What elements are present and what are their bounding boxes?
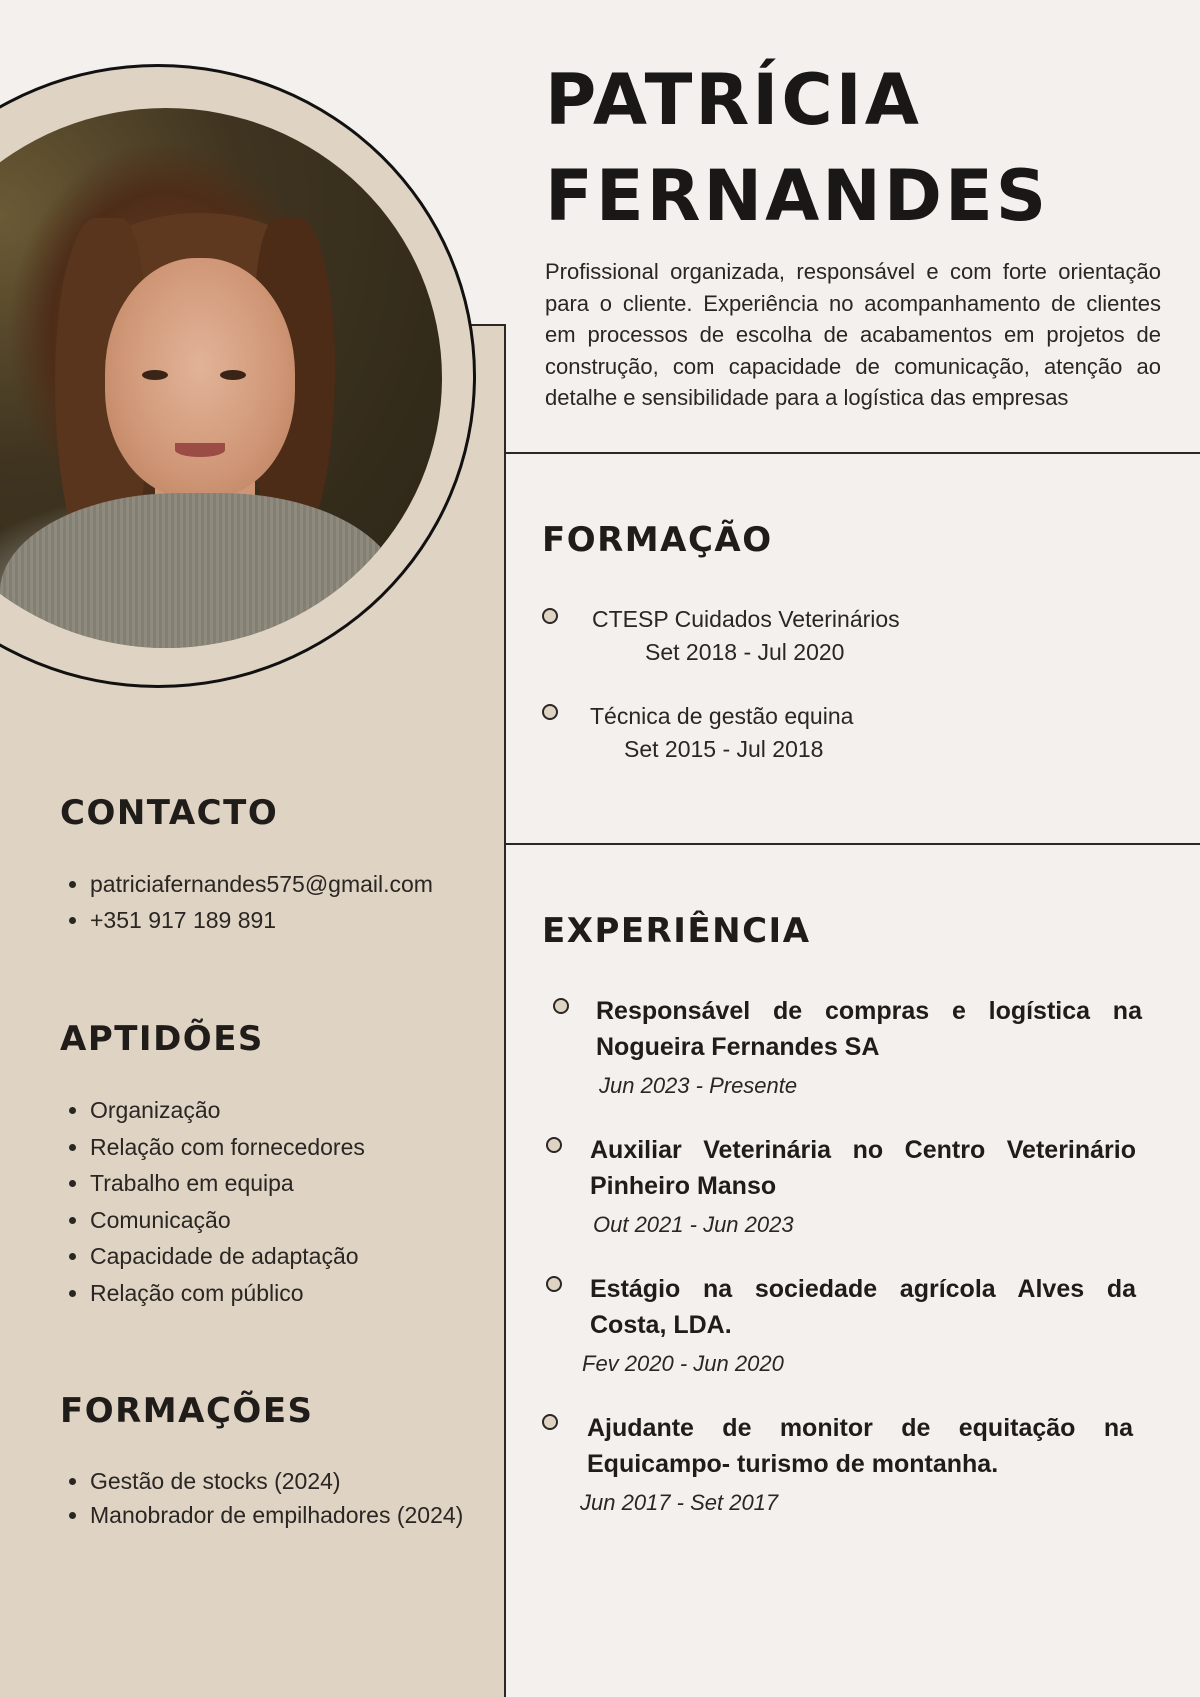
contact-phone[interactable]: • +351 917 189 891 [90,902,433,938]
skill-item: • Capacidade de adaptação [90,1238,365,1275]
candidate-name [545,52,1185,244]
bullet-circle-icon [542,1414,558,1430]
bullet-circle-icon [546,1137,562,1153]
profile-summary: Profissional organizada, responsável e com forte orientação para o cliente. Experiência no acompanhamento de clientes em processos de escolha de acabamentos em projetos de construção, com capacidade de comunicação, atenção ao detalhe e sensibilidade para a logística das empresas [545,259,1161,410]
contact-title: CONTACTO [60,793,279,833]
training-item: • Manobrador de empilhadores (2024) [90,1498,463,1532]
education-item-dates: Set 2018 - Jul 2020 [645,639,845,665]
education-item-title: Técnica de gestão equina [590,703,854,729]
bullet-circle-icon [542,608,558,624]
bullet-circle-icon [546,1276,562,1292]
experience-item-title: Estágio na sociedade agrícola Alves da Costa, LDA. [590,1275,1136,1339]
contact-email[interactable]: • patriciafernandes575@gmail.com [90,866,433,902]
experience-item-dates: Out 2021 - Jun 2023 [593,1212,794,1237]
experience-item-title: Ajudante de monitor de equitação na Equicampo- turismo de montanha. [587,1414,1133,1478]
name-last: FERNANDES [545,155,1050,237]
divider-middle [506,843,1200,845]
bullet-circle-icon [553,998,569,1014]
experience-item-title: Responsável de compras e logística na Nogueira Fernandes SA [596,997,1142,1061]
bullet-circle-icon [542,704,558,720]
education-item-dates: Set 2015 - Jul 2018 [624,736,824,762]
trainings-list [60,1464,463,1532]
trainings-title: FORMAÇÕES [60,1391,314,1431]
divider-top [506,452,1200,454]
skill-item: • Organização [90,1092,365,1129]
skill-item: • Comunicação [90,1202,365,1239]
experience-item-dates: Fev 2020 - Jun 2020 [582,1351,784,1376]
skill-item: • Relação com público [90,1275,365,1312]
skills-title: APTIDÕES [60,1019,264,1059]
experience-item-dates: Jun 2017 - Set 2017 [580,1490,779,1515]
training-item: • Gestão de stocks (2024) [90,1464,463,1498]
skills-list [60,1092,365,1311]
name-first: PATRÍCIA [545,59,922,141]
experience-item-dates: Jun 2023 - Presente [599,1073,798,1098]
contact-list [60,866,433,938]
experience-title: EXPERIÊNCIA [542,911,811,951]
education-item-title: CTESP Cuidados Veterinários [592,606,900,632]
education-title: FORMAÇÃO [542,520,773,560]
experience-item-title: Auxiliar Veterinária no Centro Veterinário Pinheiro Manso [590,1136,1136,1200]
skill-item: • Trabalho em equipa [90,1165,365,1202]
skill-item: • Relação com fornecedores [90,1129,365,1166]
